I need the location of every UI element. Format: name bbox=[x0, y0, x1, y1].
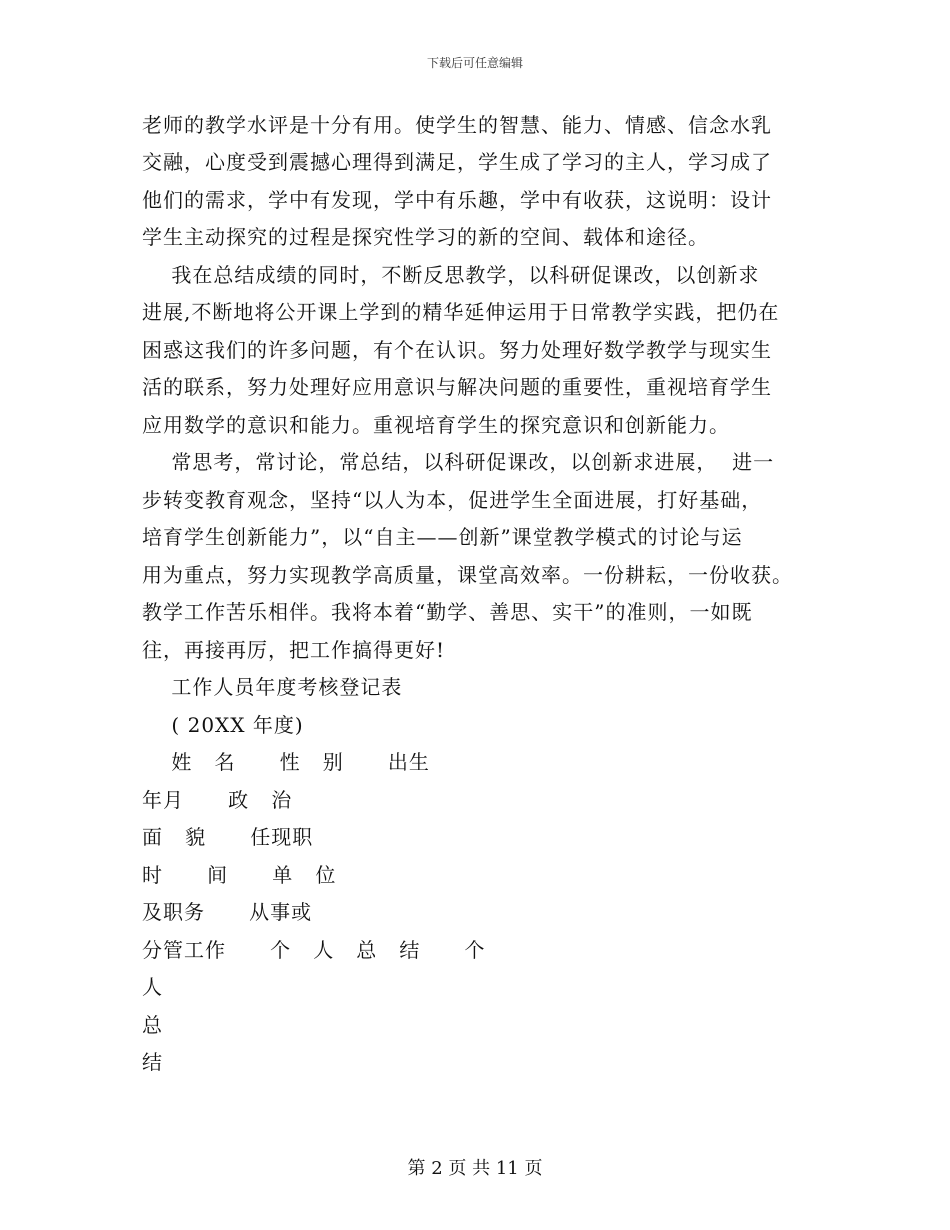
page-number: 第 2 页 共 11 页 bbox=[407, 1158, 543, 1179]
page-header: 下载后可任意编辑 bbox=[426, 56, 523, 70]
form-row: 分管工作 个 人 总 结 个 bbox=[142, 938, 486, 962]
form-row: 结 bbox=[142, 1050, 163, 1074]
body-line: 学生主动探究的过程是探究性学习的新的空间、载体和途径。 bbox=[142, 225, 709, 249]
form-row: 总 bbox=[142, 1013, 163, 1037]
body-line: 活的联系，努力处理好应用意识与解决问题的重要性，重视培育学生 bbox=[142, 375, 772, 399]
body-line: 应用数学的意识和能力。重视培育学生的探究意识和创新能力。 bbox=[142, 413, 730, 437]
body-line: 困惑这我们的许多问题，有个在认识。努力处理好数学教学与现实生 bbox=[142, 338, 772, 362]
body-line: 常思考，常讨论，常总结，以科研促课改，以创新求进展， 进一 bbox=[142, 450, 775, 474]
body-line: 往，再接再厉，把工作搞得更好! bbox=[142, 638, 446, 662]
form-row: 姓 名 性 别 出生 bbox=[142, 750, 430, 774]
form-year: ( 20XX 年度) bbox=[142, 713, 304, 737]
body-line: 培育学生创新能力”，以“自主——创新”课堂教学模式的讨论与运 bbox=[142, 525, 743, 549]
body-line: 用为重点，努力实现教学高质量，课堂高效率。一份耕耘，一份收获。 bbox=[142, 563, 793, 587]
form-row: 人 bbox=[142, 975, 163, 999]
body-line: 教学工作苦乐相伴。我将本着“勤学、善思、实干”的准则，一如既 bbox=[142, 600, 753, 624]
form-row: 面 貌 任现职 bbox=[142, 825, 314, 849]
body-line: 交融，心度受到震撼心理得到满足，学生成了学习的主人，学习成了 bbox=[142, 150, 772, 174]
body-line: 他们的需求，学中有发现，学中有乐趣，学中有收获，这说明：设计 bbox=[142, 188, 772, 212]
body-line: 老师的教学水评是十分有用。使学生的智慧、能力、情感、信念水乳 bbox=[142, 113, 772, 137]
body-line: 步转变教育观念，坚持“以人为本，促进学生全面进展，打好基础， bbox=[142, 488, 763, 512]
form-row: 及职务 从事或 bbox=[142, 900, 313, 924]
form-row: 时 间 单 位 bbox=[142, 863, 337, 887]
body-line: 进展,不断地将公开课上学到的精华延伸运用于日常教学实践，把仍在 bbox=[142, 300, 780, 324]
body-line: 我在总结成绩的同时，不断反思教学，以科研促课改，以创新求 bbox=[142, 263, 760, 287]
form-row: 年月 政 治 bbox=[142, 788, 293, 812]
form-title: 工作人员年度考核登记表 bbox=[142, 675, 403, 699]
